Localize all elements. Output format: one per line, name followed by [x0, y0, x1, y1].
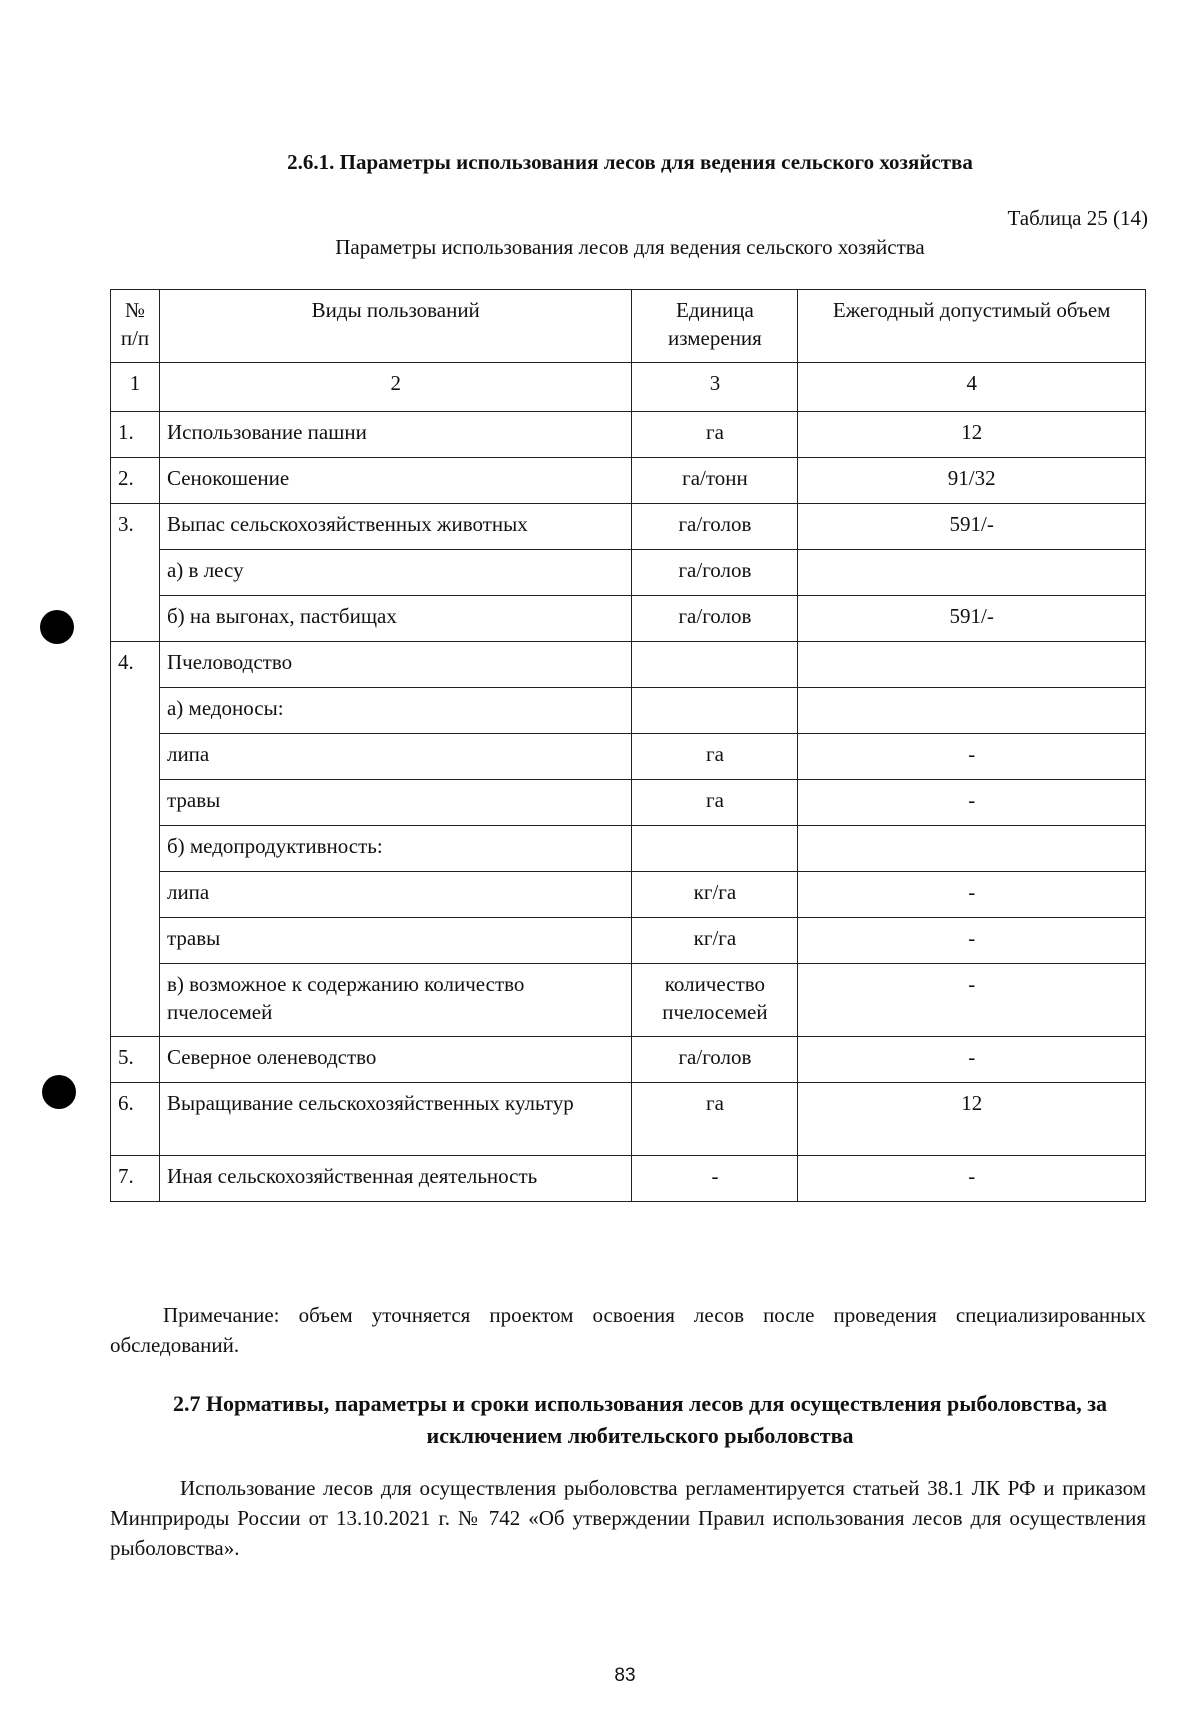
- row-number: 4.: [111, 642, 160, 1037]
- row-value: [798, 550, 1146, 596]
- row-unit: га: [632, 780, 798, 826]
- section-title: 2.6.1. Параметры использования лесов для ведения сельского хозяйства: [287, 150, 973, 174]
- row-value: -: [798, 918, 1146, 964]
- row-name: Выращивание сельскохозяйственных культур: [159, 1083, 632, 1156]
- row-number: 5.: [111, 1037, 160, 1083]
- column-number: 1: [111, 363, 160, 412]
- header-num: № п/п: [111, 290, 160, 363]
- table-row: [111, 780, 1146, 826]
- row-unit: га/голов: [632, 596, 798, 642]
- row-name: Выпас сельскохозяйственных животных: [159, 504, 632, 550]
- row-name: б) на выгонах, пастбищах: [159, 596, 632, 642]
- row-name: Иная сельскохозяйственная деятельность: [159, 1156, 632, 1202]
- table-row: [111, 458, 1146, 504]
- table-row: [111, 412, 1146, 458]
- row-value: 12: [798, 412, 1146, 458]
- table-row: [111, 918, 1146, 964]
- row-value: -: [798, 964, 1146, 1037]
- header-volume: Ежегодный допустимый объем: [798, 290, 1146, 363]
- column-number: 4: [798, 363, 1146, 412]
- punch-hole: [42, 1075, 76, 1109]
- table-row: [111, 504, 1146, 550]
- punch-hole: [40, 610, 74, 644]
- row-unit: га: [632, 734, 798, 780]
- column-number: 3: [632, 363, 798, 412]
- row-name: липа: [159, 872, 632, 918]
- row-unit: кг/га: [632, 872, 798, 918]
- row-value: -: [798, 734, 1146, 780]
- row-name: а) в лесу: [159, 550, 632, 596]
- section2-title: 2.7 Нормативы, параметры и сроки использования лесов для осуществления рыболовства, за исключением любительского рыболовства: [172, 1391, 1108, 1448]
- table-row: [111, 964, 1146, 1037]
- row-unit: -: [632, 1156, 798, 1202]
- row-value: 91/32: [798, 458, 1146, 504]
- row-value: -: [798, 872, 1146, 918]
- table-row: [111, 596, 1146, 642]
- column-number-row: [111, 363, 1146, 412]
- table-row: [111, 1037, 1146, 1083]
- row-number: 6.: [111, 1083, 160, 1156]
- row-value: [798, 642, 1146, 688]
- parameters-table: [110, 289, 1146, 1202]
- section2-paragraph: Использование лесов для осуществления рыболовства регламентируется статьей 38.1 ЛК РФ и приказом Минприроды России от 13.10.2021 г. № 742 «Об утверждении Правил использования лесов для осуществления рыболовства».: [110, 1476, 1146, 1560]
- row-value: [798, 826, 1146, 872]
- row-value: 591/-: [798, 596, 1146, 642]
- table-row: [111, 688, 1146, 734]
- table-number: Таблица 25 (14): [1007, 206, 1148, 230]
- row-number: 2.: [111, 458, 160, 504]
- table-row: [111, 734, 1146, 780]
- row-unit: га/голов: [632, 1037, 798, 1083]
- row-value: 12: [798, 1083, 1146, 1156]
- row-name: Сенокошение: [159, 458, 632, 504]
- table-row: [111, 550, 1146, 596]
- row-unit: [632, 826, 798, 872]
- row-unit: га/голов: [632, 504, 798, 550]
- table-caption: Параметры использования лесов для ведения сельского хозяйства: [335, 235, 925, 259]
- table-row: [111, 872, 1146, 918]
- header-unit: Единица измерения: [632, 290, 798, 363]
- row-name: травы: [159, 918, 632, 964]
- row-number: 7.: [111, 1156, 160, 1202]
- row-name: б) медопродуктивность:: [159, 826, 632, 872]
- row-number: 1.: [111, 412, 160, 458]
- table-header-row: [111, 290, 1146, 363]
- table-row: [111, 1083, 1146, 1156]
- row-name: Северное оленеводство: [159, 1037, 632, 1083]
- row-value: -: [798, 1156, 1146, 1202]
- row-name: в) возможное к содержанию количество пчелосемей: [159, 964, 632, 1037]
- row-value: -: [798, 780, 1146, 826]
- row-value: 591/-: [798, 504, 1146, 550]
- row-unit: количество пчелосемей: [632, 964, 798, 1037]
- row-unit: га: [632, 1083, 798, 1156]
- row-name: а) медоносы:: [159, 688, 632, 734]
- table-row: [111, 1156, 1146, 1202]
- page-number: 83: [614, 1665, 636, 1686]
- table-note: Примечание: объем уточняется проектом освоения лесов после проведения специализированных обследований.: [110, 1303, 1146, 1357]
- row-unit: га: [632, 412, 798, 458]
- row-unit: кг/га: [632, 918, 798, 964]
- table-row: [111, 642, 1146, 688]
- row-unit: га/тонн: [632, 458, 798, 504]
- row-value: [798, 688, 1146, 734]
- row-name: липа: [159, 734, 632, 780]
- row-unit: [632, 688, 798, 734]
- header-type: Виды пользований: [159, 290, 632, 363]
- column-number: 2: [159, 363, 632, 412]
- row-unit: [632, 642, 798, 688]
- row-unit: га/голов: [632, 550, 798, 596]
- row-name: травы: [159, 780, 632, 826]
- row-name: Использование пашни: [159, 412, 632, 458]
- row-number: 3.: [111, 504, 160, 642]
- row-name: Пчеловодство: [159, 642, 632, 688]
- table-row: [111, 826, 1146, 872]
- row-value: -: [798, 1037, 1146, 1083]
